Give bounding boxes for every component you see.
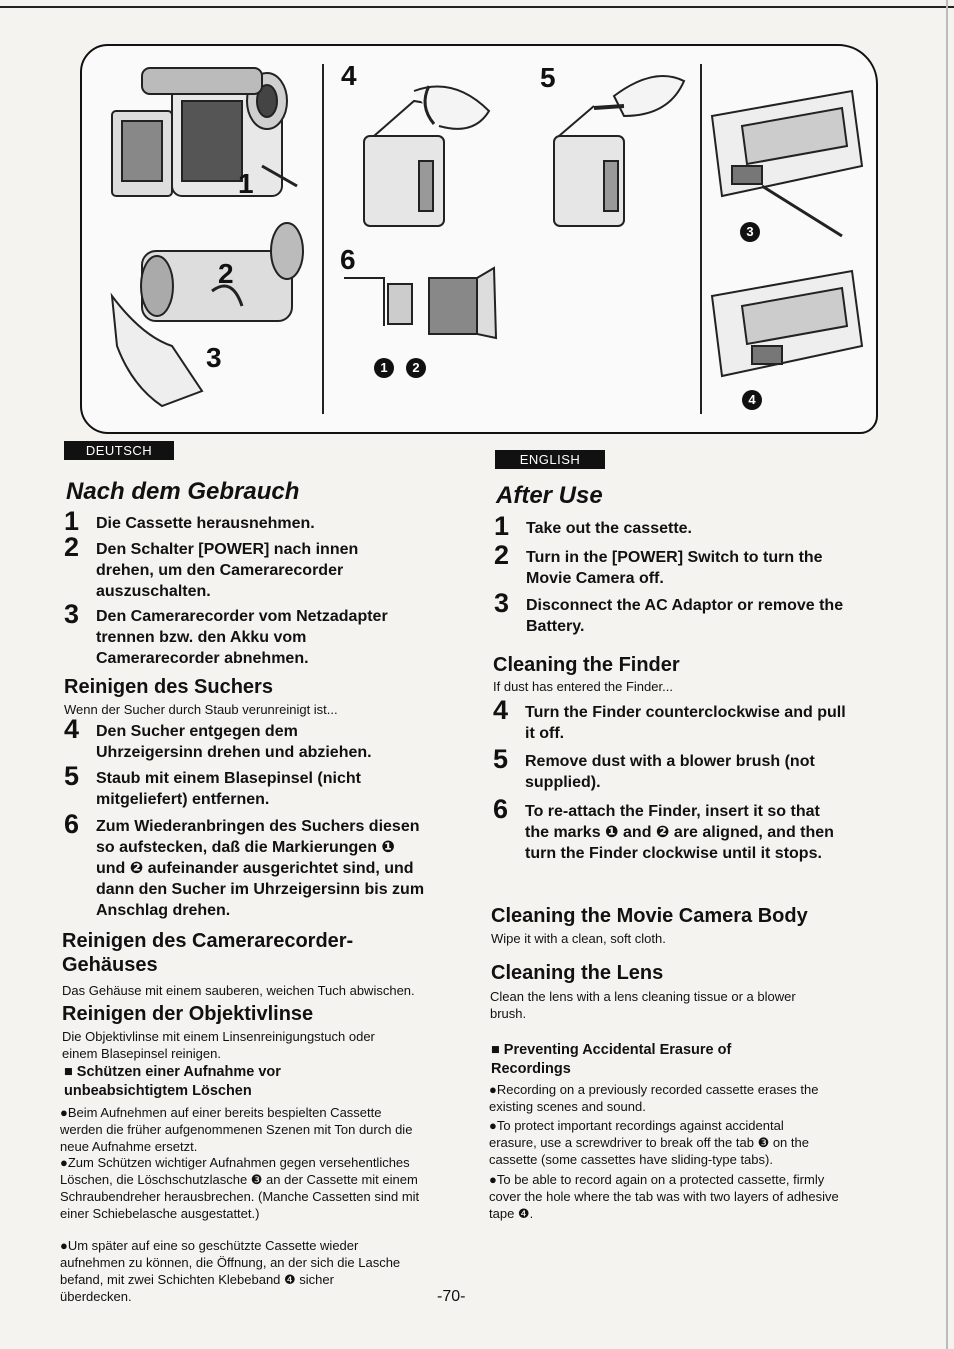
language-tab-deutsch: DEUTSCH [64,441,174,460]
deutsch-finder-heading: Reinigen des Suchers [64,676,273,698]
english-protect-heading: ■ Preventing Accidental Erasure of Recordings [491,1042,732,1077]
deutsch-lens-heading: Reinigen der Objektivlinse [62,1003,314,1025]
language-tab-english: ENGLISH [495,450,605,469]
camcorder-illustration [82,46,322,432]
step-label-1: 1 [238,168,254,199]
deutsch-body-text: Das Gehäuse mit einem sauberen, weichen Tuch abwischen. [62,983,415,998]
english-lens-text: Clean the lens with a lens cleaning tissue or a blower brush. [490,989,796,1021]
marker-3: 3 [740,222,760,242]
top-rule [0,6,954,8]
illustration-panel [80,44,878,434]
deutsch-title: Nach dem Gebrauch [66,478,300,505]
finder-illustration [324,46,700,432]
page-number: -70- [437,1288,466,1305]
cassette-drawing [702,46,876,432]
deutsch-protect-bullet-3: ●Um später auf eine so geschützte Cassette wieder aufnehmen zu können, die Öffnung, an der sich die Lasche befand, mit zwei Schichten Klebeband ❹ sicher überdecken. [60,1238,401,1304]
deutsch-protect-heading: ■ Schützen einer Aufnahme vor unbeabsichtigtem Löschen [64,1064,281,1099]
deutsch-finder-intro: Wenn der Sucher durch Staub verunreinigt ist... [64,702,338,717]
deutsch-lens-text: Die Objektivlinse mit einem Linsenreinigungstuch oder einem Blasepinsel reinigen. [62,1029,375,1061]
english-body-heading: Cleaning the Movie Camera Body [491,905,808,927]
marker-2: 2 [406,358,426,378]
deutsch-protect-bullet-1: ●Beim Aufnehmen auf einer bereits bespielten Cassette werden die früher aufgenommenen Szenen mit Ton durch die neue Aufnahme ersetzt. [60,1105,413,1154]
camcorder-drawing [82,46,322,432]
english-finder-heading: Cleaning the Finder [493,654,680,676]
marker-4: 4 [742,390,762,410]
step-label-2: 2 [218,258,234,289]
step-label-6: 6 [340,244,356,275]
english-body-text: Wipe it with a clean, soft cloth. [491,931,666,946]
deutsch-protect-bullet-2: ●Zum Schützen wichtiger Aufnahmen gegen versehentliches Löschen, die Löschschutzlasche ❸ an der Cassette mit einem Schraubendreher herausbrechen. (Manche Cassetten sind mit einer Schiebelasche ausgestattet.) [60,1155,420,1221]
cassette-illustration [702,46,876,432]
step-label-4: 4 [341,60,357,91]
english-protect-bullet-3: ●To be able to record again on a protected cassette, firmly cover the hole where the tab was with two layers of adhesive tape ❹. [489,1172,839,1221]
right-edge-rule [946,0,948,1349]
english-protect-bullet-2: ●To protect important recordings against accidental erasure, use a screwdriver to break off the tab ❸ on the cassette (some cassettes have sliding-type tabs). [489,1118,809,1167]
deutsch-body-heading: Reinigen des Camerarecorder-Gehäuses [62,930,354,976]
english-title: After Use [496,482,603,509]
step-label-5: 5 [540,62,556,93]
step-label-3: 3 [206,342,222,373]
english-lens-heading: Cleaning the Lens [491,962,664,984]
english-protect-bullet-1: ●Recording on a previously recorded cassette erases the existing scenes and sound. [489,1082,819,1114]
marker-1: 1 [374,358,394,378]
english-finder-intro: If dust has entered the Finder... [493,679,673,694]
